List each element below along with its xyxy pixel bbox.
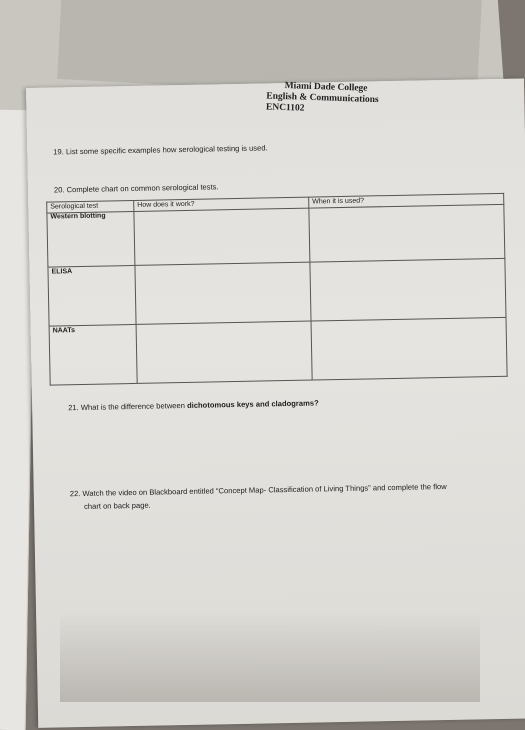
answer-cell[interactable] bbox=[136, 321, 312, 383]
table-header-cell: When it is used? bbox=[309, 193, 504, 208]
question-20: 20. Complete chart on common serological tests. bbox=[53, 182, 219, 195]
course-code: ENC1102 bbox=[265, 102, 305, 114]
table-row bbox=[49, 317, 507, 385]
question-22-line1: 22. Watch the video on Blackboard entitled “Concept Map- Classification of Living Things” and complete the flow bbox=[69, 481, 447, 499]
answer-cell[interactable] bbox=[311, 317, 507, 380]
table-row bbox=[48, 258, 506, 326]
question-22 bbox=[70, 480, 447, 513]
test-name-cell: ELISA bbox=[48, 265, 136, 326]
table-header-cell: Serological test bbox=[47, 200, 134, 213]
question-22-line2: chart on back page. bbox=[83, 500, 151, 511]
answer-cell[interactable] bbox=[309, 204, 505, 262]
question-21 bbox=[68, 398, 319, 412]
question-21-bold: dichotomous keys and cladograms? bbox=[186, 398, 319, 410]
answer-cell[interactable] bbox=[310, 258, 506, 321]
question-19: 19. List some specific examples how serological testing is used. bbox=[53, 143, 268, 157]
college-name: Miami Dade College bbox=[284, 81, 368, 94]
answer-cell[interactable] bbox=[135, 262, 311, 324]
table-header-cell: How does it work? bbox=[134, 197, 309, 211]
department-name: English & Communications bbox=[266, 91, 379, 106]
question-21-text: 21. What is the difference between bbox=[68, 400, 188, 413]
serological-tests-table bbox=[46, 193, 507, 386]
page-shadow bbox=[60, 612, 480, 702]
test-name-cell: NAATs bbox=[49, 324, 137, 385]
test-name-cell: Western blotting bbox=[47, 211, 135, 267]
table-row bbox=[47, 204, 505, 267]
page-header bbox=[266, 80, 379, 117]
answer-cell[interactable] bbox=[134, 208, 310, 265]
